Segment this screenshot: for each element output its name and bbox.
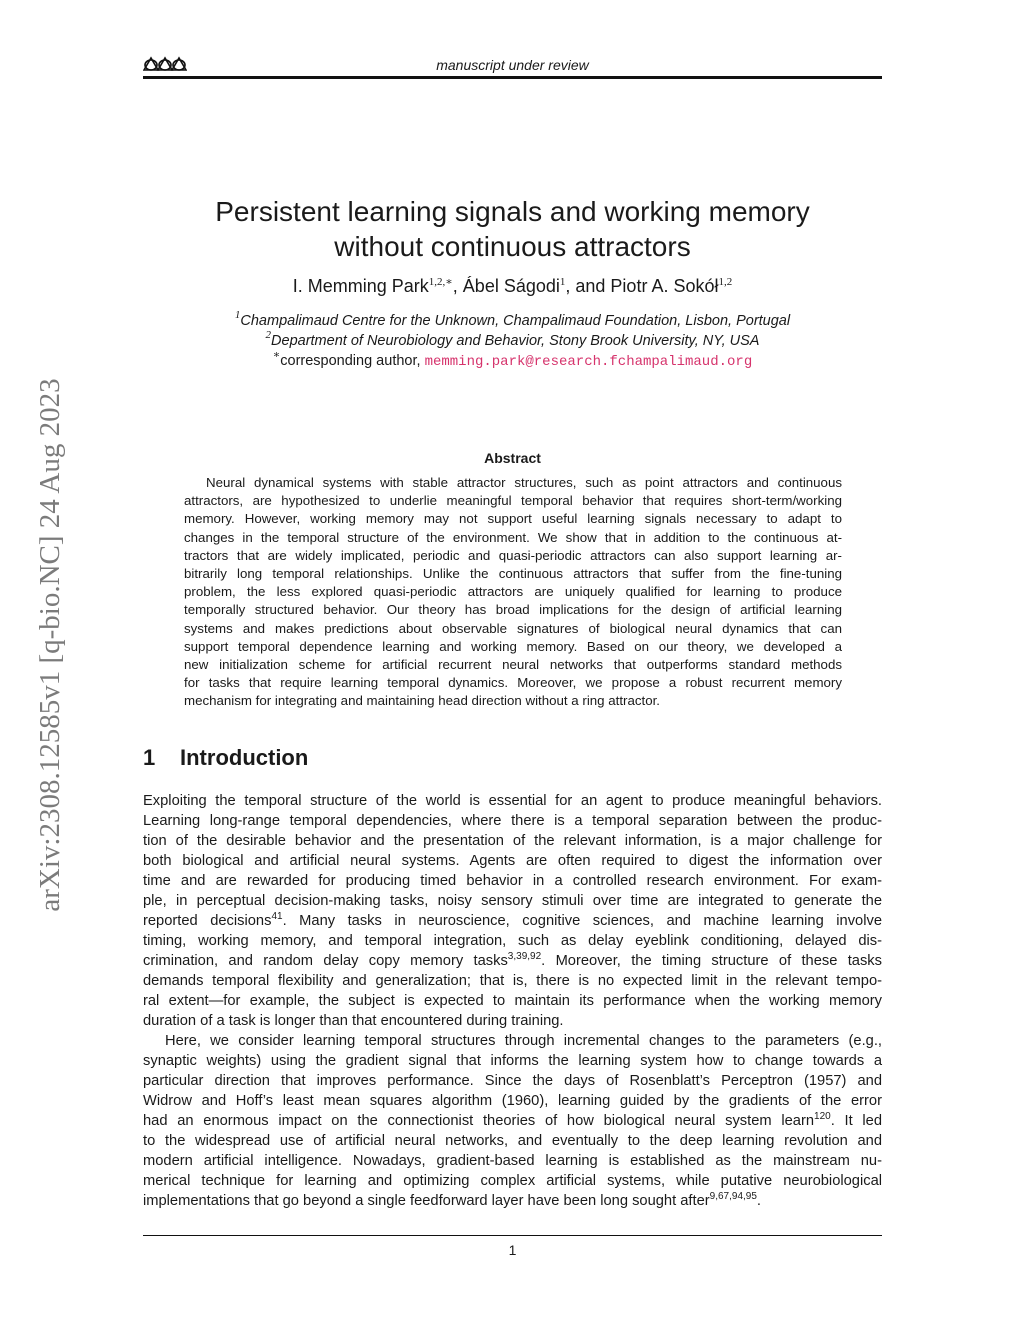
author-name: Ábel Ságodi xyxy=(462,276,560,296)
paper-title xyxy=(143,194,882,264)
intro-body xyxy=(143,791,882,1211)
body-line-text: . Many tasks in neuroscience, cognitive sciences, and machine learning involve xyxy=(282,913,882,929)
arxiv-stamp: arXiv:2308.12585v1 [q-bio.NC] 24 Aug 2023 xyxy=(34,378,66,912)
body-line xyxy=(143,831,882,851)
abstract-body xyxy=(184,474,842,710)
body-line-text: merical technique for learning and optimizing complex artificial systems, while putative neurobiological xyxy=(143,1173,882,1189)
body-line-text: Exploiting the temporal structure of the world is essential for an agent to produce meaningful behaviors. xyxy=(143,793,882,809)
body-line-text: . xyxy=(756,1193,762,1209)
abstract-line: new initialization scheme for artificial recurrent neural networks that outperforms standard methods xyxy=(184,656,842,672)
author-name: I. Memming Park xyxy=(292,276,429,296)
affil-text: Champalimaud Centre for the Unknown, Champalimaud Foundation, Lisbon, Portugal xyxy=(240,313,791,329)
corresponding-author xyxy=(143,349,882,370)
body-line xyxy=(143,791,882,811)
body-line xyxy=(143,1191,882,1211)
author-list xyxy=(143,276,882,297)
abstract-line: support temporal dependence learning and working memory. Based on our theory, we developed a xyxy=(184,638,842,654)
affiliation-2 xyxy=(143,329,882,349)
body-line-text: had an enormous impact on the connectionist theories of how biological neural system learn xyxy=(143,1113,815,1129)
abstract-line: Neural dynamical systems with stable attractor structures, such as point attractors and continuous xyxy=(206,475,842,490)
affiliation-1 xyxy=(143,309,882,329)
body-line xyxy=(143,951,882,971)
body-line xyxy=(143,1091,882,1111)
corresponding-mark: ∗ xyxy=(272,349,281,361)
citation-marker[interactable]: 9,67,94,95 xyxy=(709,1191,757,1202)
body-line xyxy=(143,871,882,891)
author-sep: , xyxy=(452,276,463,296)
page-number: 1 xyxy=(508,1242,517,1258)
body-line xyxy=(143,1111,882,1131)
author-affil-marks: 1 xyxy=(559,276,566,288)
body-line xyxy=(143,991,882,1011)
body-line-text: Learning long-range temporal dependencies, where there is a temporal separation between the produc- xyxy=(143,813,882,829)
body-line-text: time and are rewarded for producing timed behavior in a controlled research environment. For exam- xyxy=(143,873,882,889)
citation-marker[interactable]: 41 xyxy=(271,911,283,922)
body-line xyxy=(143,811,882,831)
body-line-text: ral extent—for example, the subject is expected to maintain its performance when the working memory xyxy=(143,993,882,1009)
body-line xyxy=(143,1151,882,1171)
body-line-text: both biological and artificial neural systems. Agents are often required to digest the information over xyxy=(143,853,882,869)
abstract-line: tractors that are widely implicated, periodic and quasi-periodic attractors can also support learning ar- xyxy=(184,547,842,563)
abstract-line: for tasks that require learning temporal dynamics. Moreover, we propose a robust recurrent memory xyxy=(184,675,842,691)
abstract-line: problem, the less explored quasi-periodic attractors are uniquely qualified for learning to produce xyxy=(184,584,842,600)
body-line-text: Here, we consider learning temporal structures through incremental changes to the parameters (e.g., xyxy=(165,1033,882,1049)
abstract-heading: Abstract xyxy=(484,450,541,466)
affil-text: Department of Neurobiology and Behavior, Stony Brook University, NY, USA xyxy=(271,333,760,349)
abstract-line: memory. However, working memory may not support useful learning signals necessary to adapt to xyxy=(184,511,842,527)
body-line-text: timing, working memory, and temporal integration, such as delay eyeblink conditioning, delayed dis- xyxy=(143,933,882,949)
footer-rule xyxy=(143,1235,882,1236)
body-line xyxy=(143,911,882,931)
body-line-text: crimination, and random delay copy memory tasks xyxy=(143,953,508,969)
body-line-text: demands temporal flexibility and generalization; that is, there is no expected limit in the relevant tempo- xyxy=(143,973,882,989)
body-line xyxy=(143,931,882,951)
body-line xyxy=(143,851,882,871)
section-heading xyxy=(143,745,308,771)
author-sep: , and xyxy=(565,276,611,296)
section-title: Introduction xyxy=(180,745,309,770)
body-line xyxy=(143,1031,882,1051)
title-line: Persistent learning signals and working memory xyxy=(215,196,810,227)
body-line-text: to the widespread use of artificial neural networks, and eventually to the deep learning revolution and xyxy=(143,1133,882,1149)
title-line: without continuous attractors xyxy=(334,231,691,262)
body-line xyxy=(143,1171,882,1191)
body-line-text: synaptic weights) using the gradient signal that informs the learning system how to change towards a xyxy=(143,1053,882,1069)
corresponding-text: corresponding author, xyxy=(280,353,425,369)
body-line xyxy=(143,971,882,991)
affil-mark: 2 xyxy=(265,329,272,341)
body-line-text: implementations that go beyond a single feedforward layer have been long sought after xyxy=(143,1193,710,1209)
citation-marker[interactable]: 3,39,92 xyxy=(507,951,542,962)
body-line-text: particular direction that improves performance. Since the days of Rosenblatt’s Perceptron (1957) and xyxy=(143,1073,882,1089)
author-name: Piotr A. Sokół xyxy=(610,276,719,296)
body-line-text: Widrow and Hoff’s least mean squares algorithm (1960), learning guided by the gradients of the error xyxy=(143,1093,882,1109)
abstract-line: bitrarily long temporal relationships. Unlike the continuous attractors that suffer from the fine-tuning xyxy=(184,565,842,581)
author-affil-marks: 1,2 xyxy=(718,276,733,288)
abstract-line: mechanism for integrating and maintaining head direction without a ring attractor. xyxy=(184,693,660,709)
body-line-text: . It led xyxy=(830,1113,882,1129)
page-header xyxy=(143,54,882,80)
body-line-text: duration of a task is longer than that encountered during training. xyxy=(143,1013,564,1029)
author-affil-marks: 1,2,∗ xyxy=(428,276,453,288)
abstract-line: attractors, are hypothesized to underlie meaningful temporal behavior that requires short-term/working xyxy=(184,493,842,509)
body-line-text: ple, in perceptual decision-making tasks, noisy sensory stimuli over time are integrated to generate the xyxy=(143,893,882,909)
section-number: 1 xyxy=(143,745,156,770)
body-line-text: . Moreover, the timing structure of these tasks xyxy=(541,953,882,969)
body-line xyxy=(143,891,882,911)
body-line xyxy=(143,1071,882,1091)
body-line-text: tion of the desirable behavior and the presentation of the relevant information, is a major challenge for xyxy=(143,833,882,849)
body-line xyxy=(143,1011,882,1031)
body-line xyxy=(143,1131,882,1151)
running-title: manuscript under review xyxy=(436,57,589,73)
body-line-text: modern artificial intelligence. Nowadays, gradient-based learning is established as the mainstream nu- xyxy=(143,1153,882,1169)
body-line-text: reported decisions xyxy=(143,913,272,929)
affil-mark: 1 xyxy=(234,309,241,321)
citation-marker[interactable]: 120 xyxy=(814,1111,831,1122)
abstract-line: temporally structured behavior. Our theory has broad implications for the design of artificial learning xyxy=(184,602,842,618)
body-line xyxy=(143,1051,882,1071)
abstract-line: changes in the temporal structure of the environment. We show that in addition to the continuous at- xyxy=(184,529,842,545)
header-rule xyxy=(143,76,882,79)
email-link[interactable]: memming.park@research.fchampalimaud.org xyxy=(424,354,753,370)
abstract-line: systems and makes predictions about observable signatures of biological neural dynamics that can xyxy=(184,620,842,636)
